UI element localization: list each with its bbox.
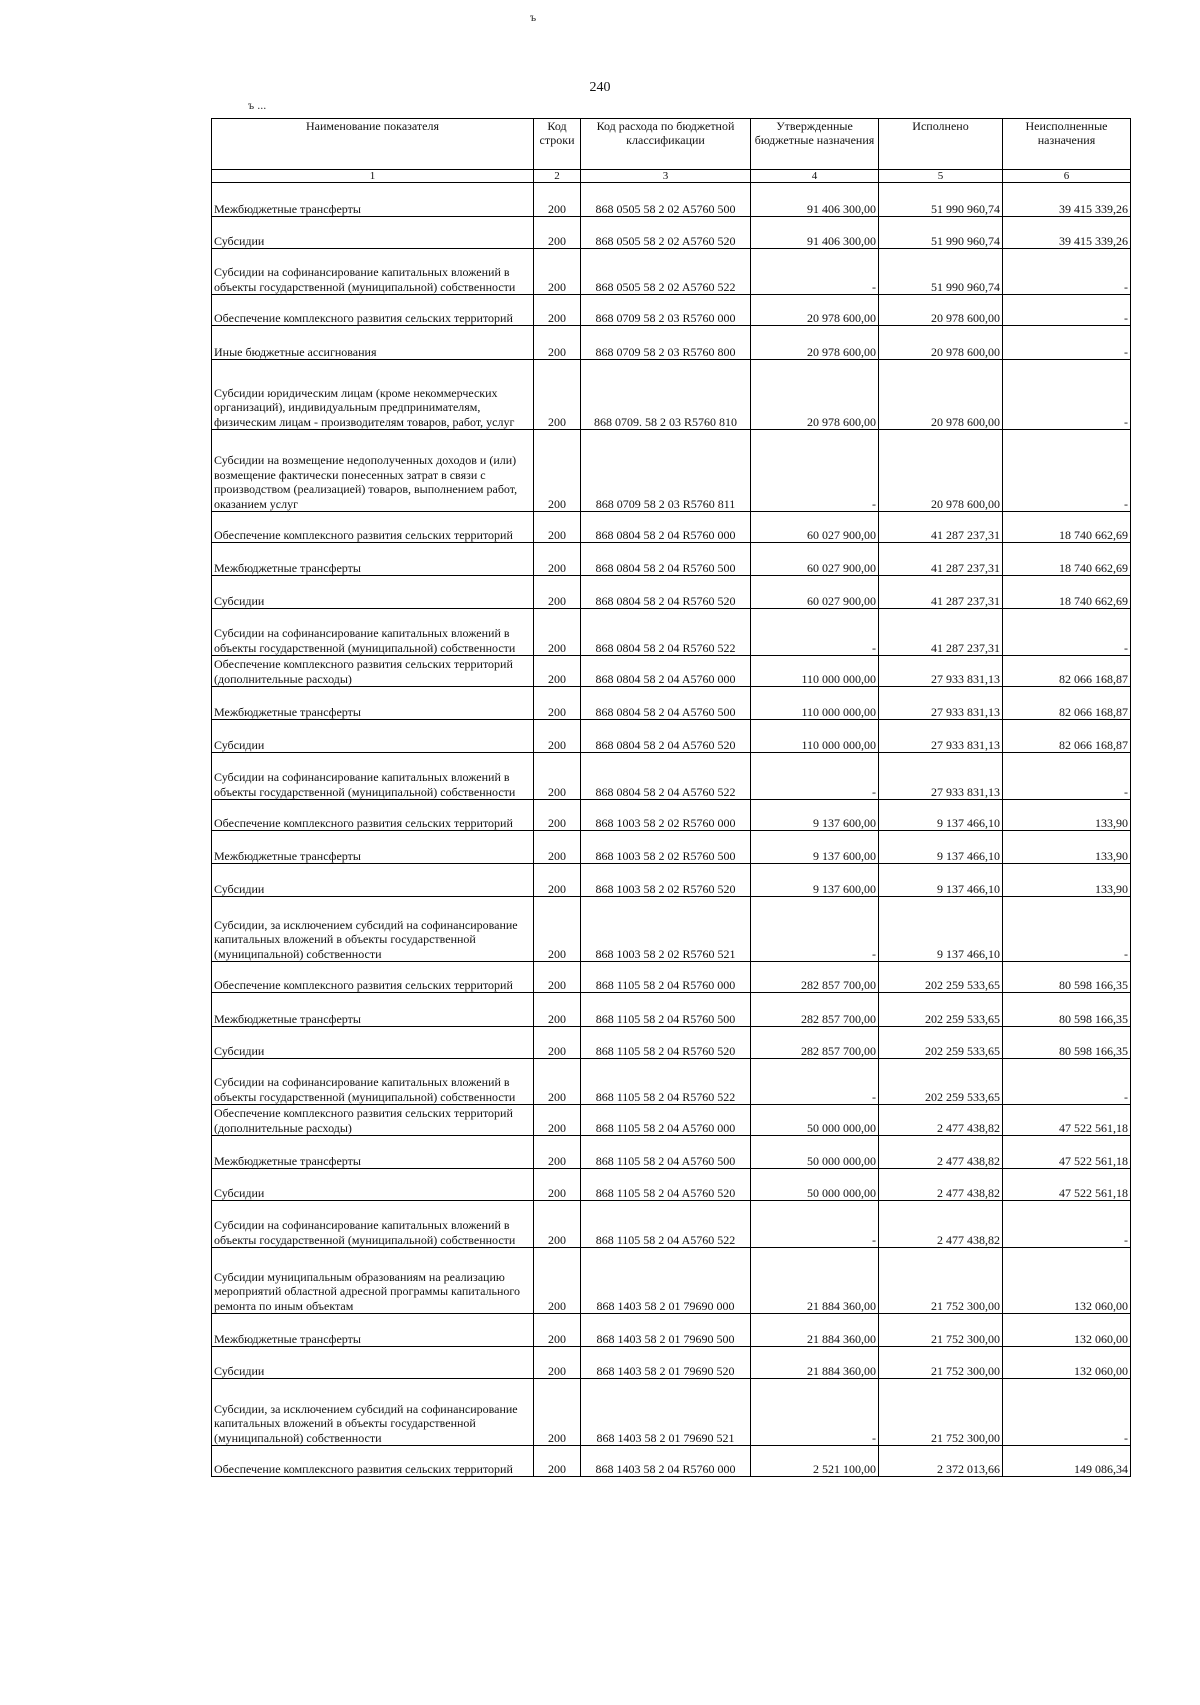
executed-amount-cell: 202 259 533,65 [879,1059,1003,1105]
executed-amount-cell: 20 978 600,00 [879,430,1003,512]
unexecuted-amount-cell: - [1003,897,1131,962]
indicator-name-cell: Субсидии на возмещение недополученных доходов и (или) возмещение фактически понесенных затрат в связи с производством (реализацией) товаров, выполнением работ, оказанием услуг [212,430,534,512]
table-row [212,800,1131,831]
unexecuted-amount-cell: - [1003,753,1131,800]
table-row [212,1446,1131,1477]
expense-code-cell: 868 1105 58 2 04 A5760 000 [581,1105,751,1136]
row-code-cell: 200 [534,576,581,609]
indicator-name-cell: Субсидии на софинансирование капитальных вложений в объекты государственной (муниципальной) собственности [212,249,534,295]
unexecuted-amount-cell: 132 060,00 [1003,1314,1131,1347]
executed-amount-cell: 9 137 466,10 [879,897,1003,962]
row-code-cell: 200 [534,1379,581,1446]
executed-amount-cell: 202 259 533,65 [879,1027,1003,1059]
table-row [212,720,1131,753]
table-row [212,1347,1131,1379]
expense-code-cell: 868 1003 58 2 02 R5760 500 [581,831,751,864]
row-code-cell: 200 [534,1446,581,1477]
executed-amount-cell: 20 978 600,00 [879,360,1003,430]
row-code-cell: 200 [534,962,581,993]
indicator-name-cell: Обеспечение комплексного развития сельских территорий [212,800,534,831]
header-expense-code: Код расхода по бюджетной классификации [581,119,751,170]
table-row [212,543,1131,576]
table-row [212,609,1131,656]
approved-amount-cell: 21 884 360,00 [751,1347,879,1379]
row-code-cell: 200 [534,1314,581,1347]
unexecuted-amount-cell: 132 060,00 [1003,1248,1131,1314]
indicator-name-cell: Обеспечение комплексного развития сельских территорий [212,962,534,993]
approved-amount-cell: 21 884 360,00 [751,1248,879,1314]
row-code-cell: 200 [534,864,581,897]
indicator-name-cell: Субсидии юридическим лицам (кроме некоммерческих организаций), индивидуальным предпринимателям, физическим лицам - производителям товаров, работ, услуг [212,360,534,430]
approved-amount-cell: - [751,430,879,512]
expense-code-cell: 868 0505 58 2 02 A5760 520 [581,217,751,249]
row-code-cell: 200 [534,1059,581,1105]
indicator-name-cell: Субсидии на софинансирование капитальных вложений в объекты государственной (муниципальной) собственности [212,609,534,656]
row-code-cell: 200 [534,993,581,1027]
expense-code-cell: 868 1105 58 2 04 A5760 520 [581,1169,751,1201]
header-row-code: Код строки [534,119,581,170]
executed-amount-cell: 27 933 831,13 [879,720,1003,753]
header-approved: Утвержденные бюджетные назначения [751,119,879,170]
unexecuted-amount-cell: 133,90 [1003,800,1131,831]
executed-amount-cell: 21 752 300,00 [879,1314,1003,1347]
indicator-name-cell: Обеспечение комплексного развития сельских территорий [212,512,534,543]
row-code-cell: 200 [534,1248,581,1314]
approved-amount-cell: 9 137 600,00 [751,831,879,864]
indicator-name-cell: Межбюджетные трансферты [212,687,534,720]
approved-amount-cell: - [751,897,879,962]
expense-code-cell: 868 1403 58 2 01 79690 500 [581,1314,751,1347]
row-code-cell: 200 [534,543,581,576]
table-row [212,656,1131,687]
executed-amount-cell: 21 752 300,00 [879,1248,1003,1314]
executed-amount-cell: 27 933 831,13 [879,656,1003,687]
unexecuted-amount-cell: - [1003,609,1131,656]
approved-amount-cell: 50 000 000,00 [751,1136,879,1169]
expense-code-cell: 868 1003 58 2 02 R5760 000 [581,800,751,831]
approved-amount-cell: - [751,609,879,656]
row-code-cell: 200 [534,1347,581,1379]
row-code-cell: 200 [534,183,581,217]
unexecuted-amount-cell: 149 086,34 [1003,1446,1131,1477]
row-code-cell: 200 [534,249,581,295]
approved-amount-cell: - [751,753,879,800]
approved-amount-cell: 21 884 360,00 [751,1314,879,1347]
table-row [212,1169,1131,1201]
row-code-cell: 200 [534,295,581,326]
header-indicator-name: Наименование показателя [212,119,534,170]
indicator-name-cell: Межбюджетные трансферты [212,1136,534,1169]
executed-amount-cell: 20 978 600,00 [879,326,1003,360]
scan-mark: ъ ... [248,98,267,112]
approved-amount-cell: 20 978 600,00 [751,326,879,360]
expense-code-cell: 868 1403 58 2 04 R5760 000 [581,1446,751,1477]
approved-amount-cell: 9 137 600,00 [751,800,879,831]
executed-amount-cell: 2 477 438,82 [879,1105,1003,1136]
row-code-cell: 200 [534,1027,581,1059]
approved-amount-cell: 50 000 000,00 [751,1169,879,1201]
table-row [212,326,1131,360]
row-code-cell: 200 [534,326,581,360]
expense-code-cell: 868 0505 58 2 02 A5760 500 [581,183,751,217]
executed-amount-cell: 202 259 533,65 [879,962,1003,993]
table-row [212,1248,1131,1314]
indicator-name-cell: Субсидии [212,576,534,609]
table-row [212,360,1131,430]
indicator-name-cell: Межбюджетные трансферты [212,993,534,1027]
table-row [212,993,1131,1027]
expense-code-cell: 868 1105 58 2 04 R5760 520 [581,1027,751,1059]
column-number: 2 [534,170,581,183]
table-row [212,183,1131,217]
approved-amount-cell: 20 978 600,00 [751,360,879,430]
approved-amount-cell: 282 857 700,00 [751,962,879,993]
expense-code-cell: 868 0804 58 2 04 A5760 520 [581,720,751,753]
column-numbers-row [212,170,1131,183]
row-code-cell: 200 [534,217,581,249]
approved-amount-cell: 60 027 900,00 [751,512,879,543]
table-row [212,753,1131,800]
table-row [212,295,1131,326]
executed-amount-cell: 2 477 438,82 [879,1169,1003,1201]
unexecuted-amount-cell: 132 060,00 [1003,1347,1131,1379]
approved-amount-cell: 60 027 900,00 [751,576,879,609]
approved-amount-cell: 9 137 600,00 [751,864,879,897]
unexecuted-amount-cell: 39 415 339,26 [1003,183,1131,217]
executed-amount-cell: 51 990 960,74 [879,249,1003,295]
unexecuted-amount-cell: 80 598 166,35 [1003,1027,1131,1059]
table-row [212,1201,1131,1248]
table-row [212,1314,1131,1347]
row-code-cell: 200 [534,656,581,687]
approved-amount-cell: 50 000 000,00 [751,1105,879,1136]
approved-amount-cell: 110 000 000,00 [751,720,879,753]
row-code-cell: 200 [534,609,581,656]
expense-code-cell: 868 0709 58 2 03 R5760 000 [581,295,751,326]
scan-mark: ъ [530,10,537,24]
expense-code-cell: 868 0804 58 2 04 A5760 500 [581,687,751,720]
row-code-cell: 200 [534,1105,581,1136]
approved-amount-cell: 60 027 900,00 [751,543,879,576]
row-code-cell: 200 [534,831,581,864]
unexecuted-amount-cell: 47 522 561,18 [1003,1169,1131,1201]
unexecuted-amount-cell: - [1003,430,1131,512]
row-code-cell: 200 [534,430,581,512]
executed-amount-cell: 41 287 237,31 [879,543,1003,576]
approved-amount-cell: 91 406 300,00 [751,183,879,217]
table-row [212,1059,1131,1105]
row-code-cell: 200 [534,800,581,831]
row-code-cell: 200 [534,1201,581,1248]
indicator-name-cell: Субсидии [212,1169,534,1201]
approved-amount-cell: 91 406 300,00 [751,217,879,249]
row-code-cell: 200 [534,512,581,543]
indicator-name-cell: Субсидии, за исключением субсидий на софинансирование капитальных вложений в объекты государственной (муниципальной) собственности [212,1379,534,1446]
table-row [212,1027,1131,1059]
unexecuted-amount-cell: 47 522 561,18 [1003,1105,1131,1136]
unexecuted-amount-cell: 80 598 166,35 [1003,962,1131,993]
approved-amount-cell: - [751,1059,879,1105]
unexecuted-amount-cell: - [1003,1201,1131,1248]
expense-code-cell: 868 0709 58 2 03 R5760 800 [581,326,751,360]
budget-execution-table [211,118,1131,1477]
table-row [212,249,1131,295]
unexecuted-amount-cell: 133,90 [1003,831,1131,864]
table-row [212,1379,1131,1446]
row-code-cell: 200 [534,1136,581,1169]
column-number: 5 [879,170,1003,183]
table-row [212,831,1131,864]
indicator-name-cell: Субсидии на софинансирование капитальных вложений в объекты государственной (муниципальной) собственности [212,753,534,800]
executed-amount-cell: 2 477 438,82 [879,1136,1003,1169]
executed-amount-cell: 20 978 600,00 [879,295,1003,326]
indicator-name-cell: Межбюджетные трансферты [212,543,534,576]
executed-amount-cell: 41 287 237,31 [879,609,1003,656]
unexecuted-amount-cell: 80 598 166,35 [1003,993,1131,1027]
unexecuted-amount-cell: 47 522 561,18 [1003,1136,1131,1169]
approved-amount-cell: - [751,249,879,295]
unexecuted-amount-cell: - [1003,360,1131,430]
expense-code-cell: 868 1003 58 2 02 R5760 521 [581,897,751,962]
unexecuted-amount-cell: 18 740 662,69 [1003,512,1131,543]
unexecuted-amount-cell: - [1003,326,1131,360]
approved-amount-cell: 110 000 000,00 [751,687,879,720]
row-code-cell: 200 [534,687,581,720]
table-row [212,217,1131,249]
expense-code-cell: 868 1105 58 2 04 R5760 522 [581,1059,751,1105]
table-row [212,1105,1131,1136]
executed-amount-cell: 51 990 960,74 [879,183,1003,217]
column-number: 6 [1003,170,1131,183]
executed-amount-cell: 41 287 237,31 [879,512,1003,543]
row-code-cell: 200 [534,897,581,962]
indicator-name-cell: Субсидии [212,1347,534,1379]
row-code-cell: 200 [534,720,581,753]
unexecuted-amount-cell: 18 740 662,69 [1003,576,1131,609]
executed-amount-cell: 21 752 300,00 [879,1347,1003,1379]
column-number: 1 [212,170,534,183]
table-row [212,1136,1131,1169]
indicator-name-cell: Межбюджетные трансферты [212,1314,534,1347]
expense-code-cell: 868 0804 58 2 04 A5760 522 [581,753,751,800]
indicator-name-cell: Обеспечение комплексного развития сельских территорий (дополнительные расходы) [212,1105,534,1136]
indicator-name-cell: Субсидии [212,1027,534,1059]
expense-code-cell: 868 1105 58 2 04 R5760 000 [581,962,751,993]
table-row [212,864,1131,897]
executed-amount-cell: 27 933 831,13 [879,687,1003,720]
row-code-cell: 200 [534,753,581,800]
expense-code-cell: 868 1403 58 2 01 79690 521 [581,1379,751,1446]
expense-code-cell: 868 1105 58 2 04 A5760 500 [581,1136,751,1169]
expense-code-cell: 868 0804 58 2 04 A5760 000 [581,656,751,687]
unexecuted-amount-cell: - [1003,295,1131,326]
table-row [212,962,1131,993]
column-number: 3 [581,170,751,183]
table-row [212,430,1131,512]
indicator-name-cell: Субсидии на софинансирование капитальных вложений в объекты государственной (муниципальной) собственности [212,1201,534,1248]
approved-amount-cell: - [751,1379,879,1446]
header-unexecuted: Неисполненные назначения [1003,119,1131,170]
expense-code-cell: 868 0804 58 2 04 R5760 522 [581,609,751,656]
approved-amount-cell: 2 521 100,00 [751,1446,879,1477]
approved-amount-cell: 282 857 700,00 [751,993,879,1027]
executed-amount-cell: 27 933 831,13 [879,753,1003,800]
executed-amount-cell: 2 372 013,66 [879,1446,1003,1477]
expense-code-cell: 868 0709. 58 2 03 R5760 810 [581,360,751,430]
unexecuted-amount-cell: - [1003,1379,1131,1446]
header-executed: Исполнено [879,119,1003,170]
unexecuted-amount-cell: 133,90 [1003,864,1131,897]
expense-code-cell: 868 1105 58 2 04 R5760 500 [581,993,751,1027]
expense-code-cell: 868 1403 58 2 01 79690 000 [581,1248,751,1314]
indicator-name-cell: Субсидии [212,720,534,753]
executed-amount-cell: 9 137 466,10 [879,800,1003,831]
table-row [212,687,1131,720]
executed-amount-cell: 51 990 960,74 [879,217,1003,249]
expense-code-cell: 868 1403 58 2 01 79690 520 [581,1347,751,1379]
approved-amount-cell: 110 000 000,00 [751,656,879,687]
unexecuted-amount-cell: - [1003,249,1131,295]
expense-code-cell: 868 0505 58 2 02 A5760 522 [581,249,751,295]
indicator-name-cell: Межбюджетные трансферты [212,831,534,864]
unexecuted-amount-cell: 82 066 168,87 [1003,720,1131,753]
indicator-name-cell: Субсидии, за исключением субсидий на софинансирование капитальных вложений в объекты государственной (муниципальной) собственности [212,897,534,962]
executed-amount-cell: 9 137 466,10 [879,864,1003,897]
column-number: 4 [751,170,879,183]
executed-amount-cell: 9 137 466,10 [879,831,1003,864]
indicator-name-cell: Межбюджетные трансферты [212,183,534,217]
indicator-name-cell: Субсидии [212,217,534,249]
indicator-name-cell: Субсидии муниципальным образованиям на реализацию мероприятий областной адресной программы капитального ремонта по иным объектам [212,1248,534,1314]
unexecuted-amount-cell: 82 066 168,87 [1003,687,1131,720]
indicator-name-cell: Субсидии на софинансирование капитальных вложений в объекты государственной (муниципальной) собственности [212,1059,534,1105]
table-row [212,576,1131,609]
approved-amount-cell: 282 857 700,00 [751,1027,879,1059]
expense-code-cell: 868 0804 58 2 04 R5760 500 [581,543,751,576]
expense-code-cell: 868 0804 58 2 04 R5760 000 [581,512,751,543]
row-code-cell: 200 [534,1169,581,1201]
expense-code-cell: 868 0709 58 2 03 R5760 811 [581,430,751,512]
approved-amount-cell: 20 978 600,00 [751,295,879,326]
indicator-name-cell: Субсидии [212,864,534,897]
executed-amount-cell: 21 752 300,00 [879,1379,1003,1446]
indicator-name-cell: Обеспечение комплексного развития сельских территорий [212,1446,534,1477]
row-code-cell: 200 [534,360,581,430]
table-row [212,897,1131,962]
page-number: 240 [589,80,611,95]
unexecuted-amount-cell: 39 415 339,26 [1003,217,1131,249]
executed-amount-cell: 202 259 533,65 [879,993,1003,1027]
unexecuted-amount-cell: 82 066 168,87 [1003,656,1131,687]
indicator-name-cell: Обеспечение комплексного развития сельских территорий (дополнительные расходы) [212,656,534,687]
unexecuted-amount-cell: - [1003,1059,1131,1105]
table-row [212,512,1131,543]
header-row [212,119,1131,170]
indicator-name-cell: Иные бюджетные ассигнования [212,326,534,360]
expense-code-cell: 868 1105 58 2 04 A5760 522 [581,1201,751,1248]
executed-amount-cell: 2 477 438,82 [879,1201,1003,1248]
expense-code-cell: 868 0804 58 2 04 R5760 520 [581,576,751,609]
indicator-name-cell: Обеспечение комплексного развития сельских территорий [212,295,534,326]
unexecuted-amount-cell: 18 740 662,69 [1003,543,1131,576]
executed-amount-cell: 41 287 237,31 [879,576,1003,609]
approved-amount-cell: - [751,1201,879,1248]
expense-code-cell: 868 1003 58 2 02 R5760 520 [581,864,751,897]
